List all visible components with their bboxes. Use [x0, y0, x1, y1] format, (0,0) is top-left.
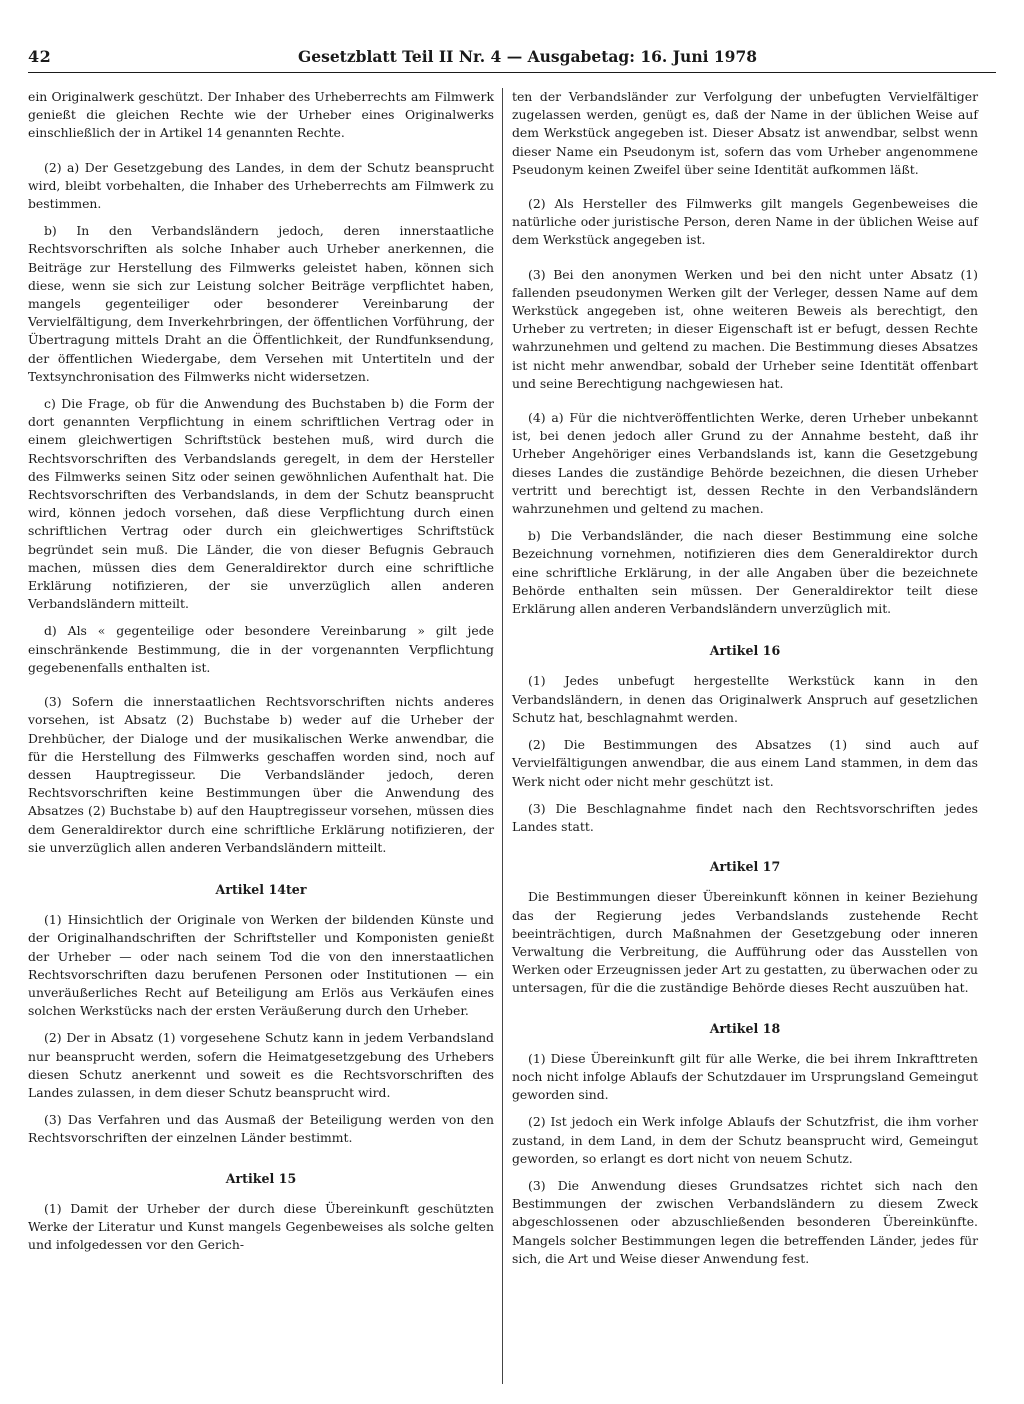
article-heading: Artikel 16: [709, 643, 781, 659]
article-heading: Artikel 18: [709, 1020, 781, 1036]
paragraph: (1) Damit der Urheber der durch diese Übereinkunft geschützten Werke der Literatur und Kunst mangels Gegenbeweises als solche gelten und infolgedessen vor den Gerich-: [28, 1200, 494, 1253]
paragraph: (2) Der in Absatz (1) vorgesehene Schutz kann in jedem Verbandsland nur beansprucht werden, sofern die Heimatgesetzgebung des Urhebers diesen Schutz anerkennt und soweit es die Rechtsvorschriften des Landes zulassen, in dem dieser Schutz beansprucht wird.: [28, 1030, 494, 1100]
paragraph: (2) a) Der Gesetzgebung des Landes, in dem der Schutz beansprucht wird, bleibt vorbehalten, die Inhaber des Urheberrechts am Filmwerk zu bestimmen.: [28, 159, 494, 212]
page-number: 42: [28, 47, 52, 66]
paragraph: ein Originalwerk geschützt. Der Inhaber des Urheberrechts am Filmwerk genießt die gleichen Rechte wie der Urheber eines Originalwerks einschließlich der in Artikel 14 genannten Rechte.: [28, 89, 494, 141]
text-columns: [28, 88, 996, 1384]
paragraph: (2) Als Hersteller des Filmwerks gilt mangels Gegenbeweises die natürliche oder juristische Person, deren Name in der üblichen Weise auf dem Werkstück angegeben ist.: [512, 196, 978, 248]
paragraph: (3) Bei den anonymen Werken und bei den nicht unter Absatz (1) fallenden pseudonymen Werken gilt der Verleger, dessen Name auf dem Werkstück angegeben ist, ohne weiteren Beweis als berechtigt, den Urheber zu vertreten; in dieser Eigenschaft ist er befugt, dessen Rechte wahrzunehmen und geltend zu machen. Die Bestimmung dieses Absatzes ist nicht mehr anwendbar, sobald der Urheber seine Identität offenbart und seine Berechtigung nachgewiesen hat.: [512, 266, 978, 391]
paragraph: (1) Jedes unbefugt hergestellte Werkstück kann in den Verbandsländern, in denen das Originalwerk Anspruch auf gesetzlichen Schutz hat, beschlagnahmt werden.: [512, 673, 978, 725]
paragraph: (2) Die Bestimmungen des Absatzes (1) sind auch auf Vervielfältigungen anwendbar, die aus einem Land stammen, in dem das Werk nicht oder nicht mehr geschützt ist.: [512, 737, 978, 789]
column-divider: [502, 88, 503, 1384]
paragraph: ten der Verbandsländer zur Verfolgung der unbefugten Vervielfältiger zugelassen werden, genügt es, daß der Name in der üblichen Weise auf dem Werkstück angegeben ist. Dieser Absatz ist anwendbar, selbst wenn dieser Name ein Pseudonym ist, sofern das vom Urheber angenommene Pseudonym keinen Zweifel über seine Identität aufkommen läßt.: [512, 89, 978, 177]
paragraph: d) Als « gegenteilige oder besondere Vereinbarung » gilt jede einschränkende Bestimmung, die in der vorgenannten Verpflichtung gegebenenfalls enthalten ist.: [28, 623, 494, 675]
paragraph: b) Die Verbandsländer, die nach dieser Bestimmung eine solche Bezeichnung vornehmen, notifizieren dies dem Generaldirektor durch eine schriftliche Erklärung, in der alle Angaben über die bezeichnete Behörde enthalten sein müssen. Der Generaldirektor teilt diese Erklärung allen anderen Verbandsländern unverzüglich mit.: [512, 528, 978, 617]
paragraph: (3) Das Verfahren und das Ausmaß der Beteiligung werden von den Rechtsvorschriften der einzelnen Länder bestimmt.: [28, 1112, 494, 1146]
paragraph: (1) Hinsichtlich der Originale von Werken der bildenden Künste und der Originalhandschriften der Schriftsteller und Komponisten genießt der Urheber — oder nach seinem Tod die von den innerstaatlichen Rechtsvorschriften dazu berufenen Personen oder Institutionen — ein unveräußerliches Recht auf Beteiligung am Erlös aus Verkäufen eines solchen Werkstücks nach der ersten Veräußerung durch den Urheber.: [28, 912, 494, 1019]
header-title: Gesetzblatt Teil II Nr. 4 — Ausgabetag: 16. Juni 1978: [298, 47, 758, 66]
paragraph: (2) Ist jedoch ein Werk infolge Ablaufs der Schutzfrist, die ihm vorher zustand, in dem Land, in dem der Schutz beansprucht wird, Gemeingut geworden, so erlangt es dort nicht von neuem Schutz.: [512, 1114, 978, 1166]
article-heading: Artikel 17: [709, 859, 781, 875]
paragraph: b) In den Verbandsländern jedoch, deren innerstaatliche Rechtsvorschriften als solche Inhaber auch Urheber anerkennen, die Beiträge zur Herstellung des Filmwerks geleistet haben, können sich diese, wenn sie sich zur Leistung solcher Beiträge verpflichtet haben, mangels gegenteiliger oder besonderer Vereinbarung der Vervielfältigung, dem Inverkehrbringen, der öffentlichen Vorführung, der Übertragung mittels Draht an die Öffentlichkeit, der Rundfunksendung, der öffentlichen Wiedergabe, dem Versehen mit Untertiteln und der Textsynchronisation des Filmwerks nicht widersetzen.: [28, 223, 494, 384]
page-header: [28, 44, 996, 73]
paragraph: (4) a) Für die nichtveröffentlichten Werke, deren Urheber unbekannt ist, bei denen jedoch aller Grund zu der Annahme besteht, daß ihr Urheber Angehöriger eines Verbandslands ist, kann die Gesetzgebung dieses Landes die zuständige Behörde bezeichnen, die diesen Urheber vertritt und berechtigt ist, dessen Rechte in den Verbandsländern wahrzunehmen und geltend zu machen.: [512, 410, 978, 517]
article-heading: Artikel 14ter: [215, 881, 307, 897]
right-column: [512, 88, 978, 1277]
paragraph: Die Bestimmungen dieser Übereinkunft können in keiner Beziehung das der Regierung jedes Verbandslands zustehende Recht beeinträchtigen, durch Maßnahmen der Gesetzgebung oder inneren Verwaltung die Verbreitung, die Aufführung oder das Ausstellen von Werken oder Erzeugnissen jeder Art zu gestatten, zu überwachen oder zu untersagen, für die die zuständige Behörde dieses Recht auszuüben hat.: [512, 889, 978, 996]
paragraph: (3) Die Anwendung dieses Grundsatzes richtet sich nach den Bestimmungen der zwischen Verbandsländern zu diesem Zweck abgeschlossenen oder abzuschließenden besonderen Übereinkünfte. Mangels solcher Bestimmungen legen die betreffenden Länder, jedes für sich, die Art und Weise dieser Anwendung fest.: [512, 1177, 978, 1266]
paragraph: (3) Die Beschlagnahme findet nach den Rechtsvorschriften jedes Landes statt.: [512, 800, 978, 834]
paragraph: (1) Diese Übereinkunft gilt für alle Werke, die bei ihrem Inkrafttreten noch nicht infolge Ablaufs der Schutzdauer im Ursprungsland Gemeingut geworden sind.: [512, 1050, 978, 1103]
paragraph: (3) Sofern die innerstaatlichen Rechtsvorschriften nichts anderes vorsehen, ist Absatz (2) Buchstabe b) weder auf die Urheber der Drehbücher, der Dialoge und der musikalischen Werke anwendbar, die für die Herstellung des Filmwerks geschaffen worden sind, noch auf dessen Hauptregisseur. Die Verbandsländer jedoch, deren Rechtsvorschriften keine Bestimmungen über die Anwendung des Absatzes (2) Buchstabe b) auf den Hauptregisseur vorsehen, müssen dies dem Generaldirektor durch eine schriftliche Erklärung notifizieren, der sie unverzüglich allen anderen Verbandsländern mitteilt.: [28, 694, 494, 855]
paragraph: c) Die Frage, ob für die Anwendung des Buchstaben b) die Form der dort genannten Verpflichtung in einem schriftlichen Vertrag oder in einem gleichwertigen Schriftstück bestehen muß, wird durch die Rechtsvorschriften des Verbandslands geregelt, in dem der Hersteller des Filmwerks seinen Sitz oder seinen gewöhnlichen Aufenthalt hat. Die Rechtsvorschriften des Verbandslands, in dem der Schutz beansprucht wird, können jedoch vorsehen, daß diese Verpflichtung durch einen schriftlichen Vertrag oder durch ein gleichwertiges Schriftstück begründet sein muß. Die Länder, die von dieser Befugnis Gebrauch machen, müssen dies dem Generaldirektor durch eine schriftliche Erklärung notifizieren, der sie unverzüglich allen anderen Verbandsländern mitteilt.: [28, 396, 494, 612]
left-column: [28, 88, 494, 1263]
article-heading: Artikel 15: [225, 1170, 297, 1186]
